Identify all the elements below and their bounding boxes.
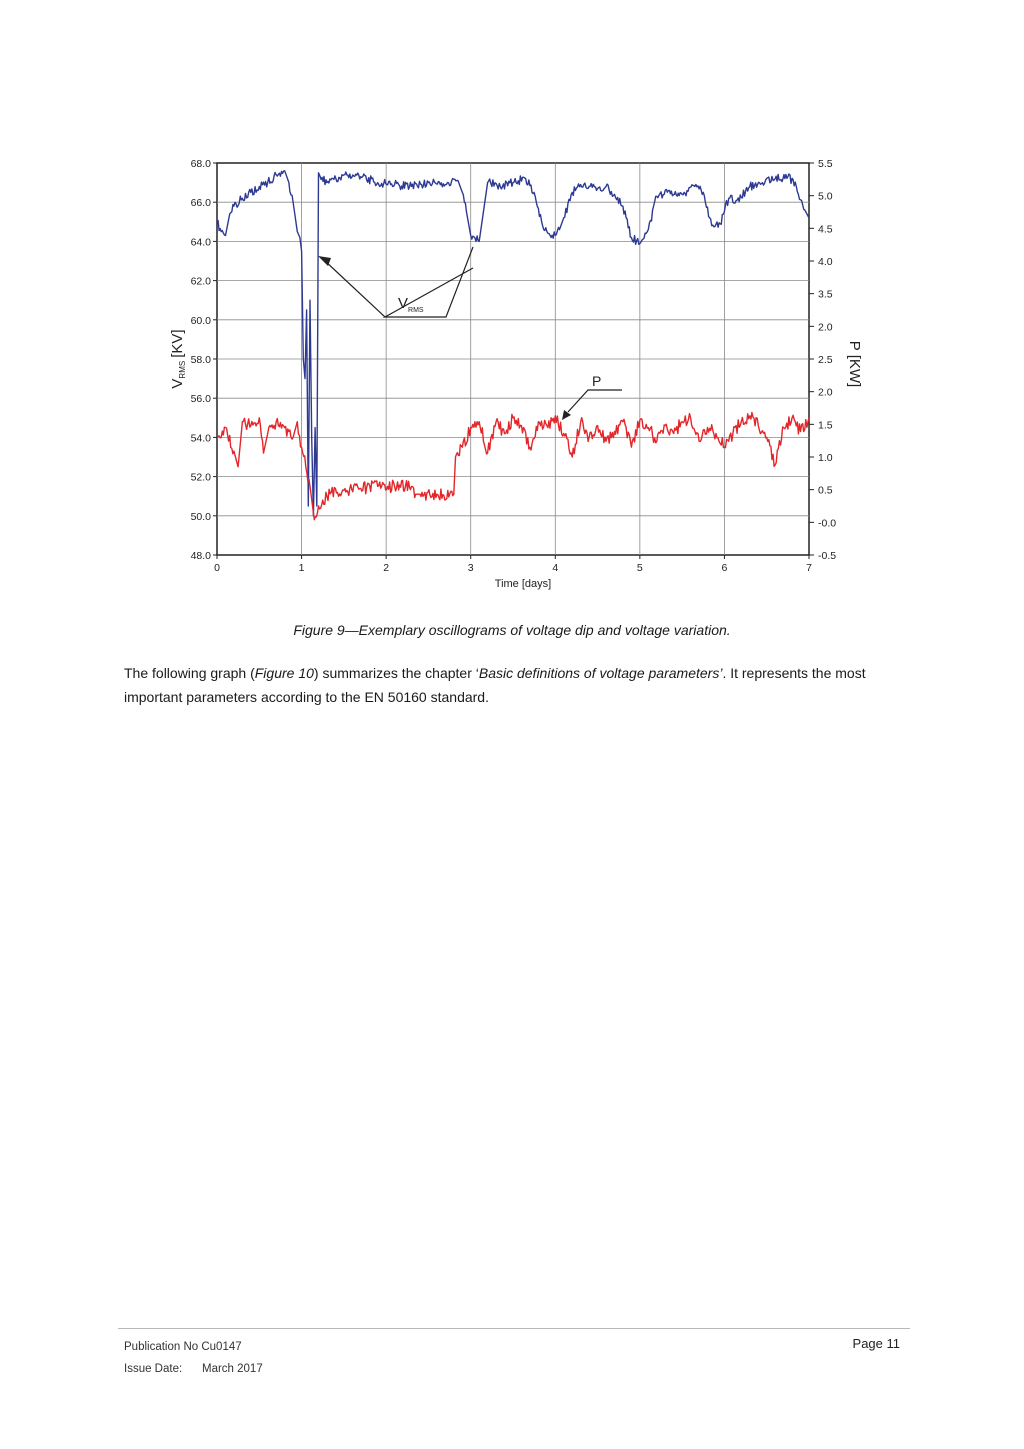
y-tick-label: 68.0	[190, 158, 211, 170]
y-tick-label: 60.0	[190, 314, 211, 327]
y-tick-label: 58.0	[190, 354, 211, 366]
y-tick-label: 62.0	[190, 275, 211, 288]
y-tick-label: 48.0	[190, 550, 211, 562]
chapter-title: Basic definitions of voltage parameters’	[478, 665, 723, 681]
voltage-chart	[150, 150, 870, 595]
page-number: Page 11	[852, 1336, 900, 1351]
y-tick-label: 54.0	[190, 432, 211, 445]
x-axis-ticks	[214, 555, 812, 574]
figure-reference: Figure 10	[254, 665, 314, 681]
y2-tick-label: -0.0	[818, 517, 837, 530]
y2-tick-label: 3.5	[818, 288, 833, 301]
left-axis-ticks	[191, 158, 217, 562]
y2-axis-label: P [KW]	[846, 340, 863, 388]
x-tick-label: 1	[298, 562, 305, 574]
issue-date: Issue Date: March 2017	[124, 1363, 263, 1375]
y-axis-label: $V_{RMS}[KV]$	[169, 329, 187, 389]
x-tick-label: 6	[721, 562, 728, 574]
y2-tick-label: 0.5	[818, 484, 833, 497]
y-tick-label: 50.0	[190, 510, 211, 523]
p-annotation: P	[592, 373, 602, 389]
y2-tick-label: 2.5	[818, 354, 833, 366]
x-tick-label: 2	[383, 562, 390, 574]
y-tick-label: 56.0	[190, 393, 211, 406]
vrms-annotation: $V_{RMS}$	[398, 295, 424, 314]
series-group	[217, 171, 809, 520]
x-tick-label: 7	[806, 562, 812, 574]
p-leader-line	[568, 390, 622, 412]
y2-tick-label: 1.0	[818, 452, 833, 464]
x-tick-label: 5	[636, 562, 643, 574]
y2-tick-label: 5.5	[818, 158, 833, 170]
x-tick-label: 3	[467, 562, 474, 574]
footer-rule	[118, 1328, 910, 1329]
body-paragraph: The following graph (Figure 10) summarizes the chapter ‘Basic definitions of voltage parameters’. It represents the most important parameters according to the EN 50160 standard.	[124, 665, 866, 705]
y-tick-label: 64.0	[190, 236, 211, 249]
y2-tick-label: 4.5	[818, 223, 833, 236]
y2-tick-label: 1.5	[818, 419, 833, 432]
right-axis-ticks	[809, 158, 836, 562]
x-axis-label: Time [days]	[494, 578, 552, 590]
y2-tick-label: 2.0	[818, 321, 833, 334]
y-tick-label: 52.0	[190, 471, 211, 484]
vrms-annotation-sub: RMS	[408, 307, 424, 314]
p-arrowhead	[562, 410, 571, 420]
p-series-line	[217, 413, 809, 520]
figure-caption: Figure 9—Exemplary oscillograms of voltage dip and voltage variation.	[293, 622, 731, 638]
y2-tick-label: 4.0	[818, 256, 833, 268]
x-tick-label: 4	[552, 562, 559, 574]
y2-tick-label: 5.0	[818, 190, 833, 203]
vrms-arrow-line	[324, 260, 385, 317]
footer-publication	[124, 1336, 263, 1380]
publication-number: Publication No Cu0147	[124, 1341, 242, 1353]
y2-tick-label: 2.0	[818, 386, 833, 399]
x-tick-label: 0	[214, 562, 220, 574]
y-axis-label-sub: RMS	[178, 360, 187, 379]
y-axis-label-unit: [KV]	[169, 329, 186, 358]
y-tick-label: 66.0	[190, 197, 211, 210]
y2-tick-label: -0.5	[818, 550, 837, 562]
